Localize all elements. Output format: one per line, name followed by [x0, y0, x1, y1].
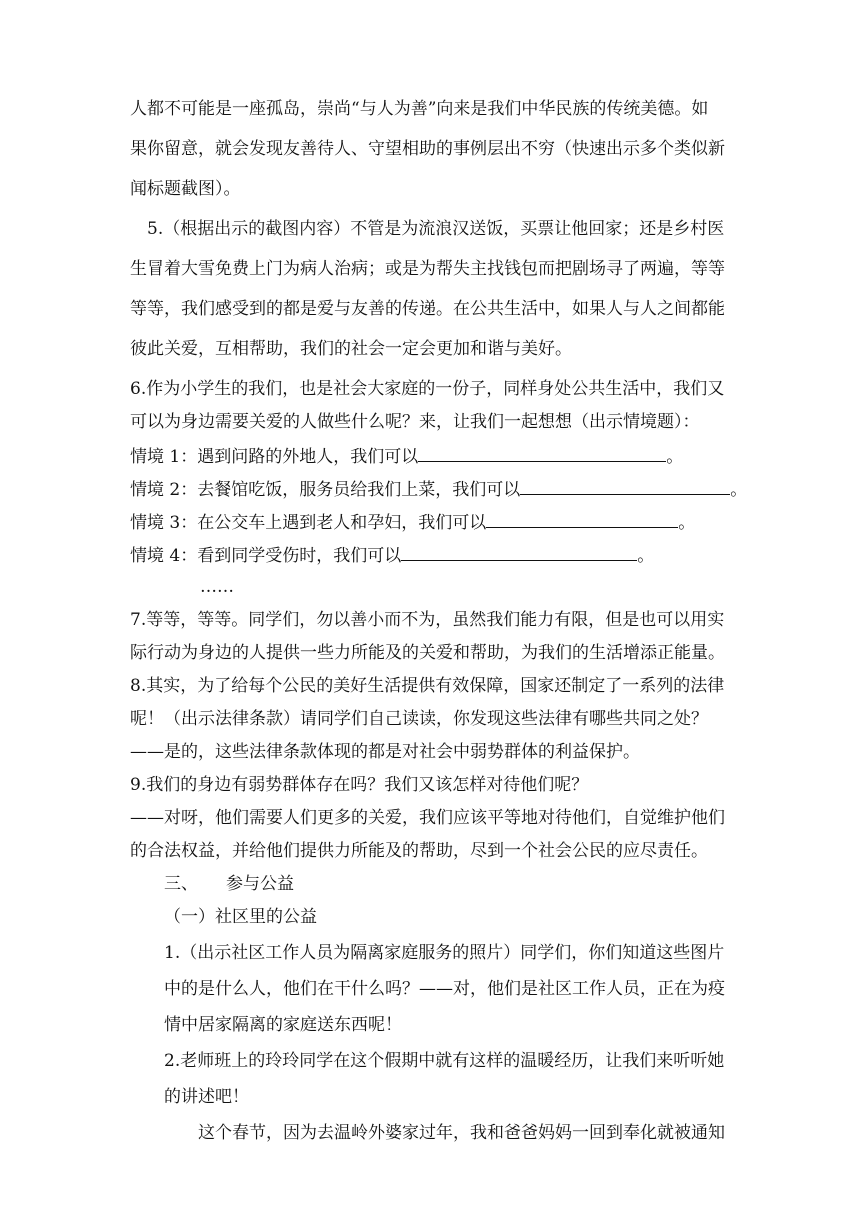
text-line: 6.作为小学生的我们，也是社会大家庭的一份子，同样身处公共生活中，我们又 — [130, 379, 725, 399]
text-line: 人都不可能是一座孤岛，崇尚“与人为善”向来是我们中华民族的传统美德。如 — [130, 99, 709, 119]
text-line: ——对呀，他们需要人们更多的关爱，我们应该平等地对待他们，自觉维护他们 — [130, 808, 725, 828]
story-text: 这个春节，因为去温岭外婆家过年，我和爸爸妈妈一回到奉化就被通知 — [198, 1123, 725, 1143]
text-line: 5.（根据出示的截图内容）不管是为流浪汉送饭，买票让他回家；还是乡村医 — [147, 219, 725, 239]
scenario-label: 情境 2：去餐馆吃饭，服务员给我们上菜，我们可以 — [130, 480, 521, 500]
scenario-1 — [130, 443, 683, 469]
text-line: 呢！（出示法律条款）请同学们自己读读，你发现这些法律有哪些共同之处？ — [130, 709, 708, 729]
text-line: 9.我们的身边有弱势群体存在吗？我们又该怎样对待他们呢？ — [130, 775, 589, 795]
answer-blank — [418, 443, 666, 462]
scenario-end: 。 — [730, 480, 748, 500]
text-line: 情中居家隔离的家庭送东西呢！ — [164, 1015, 402, 1035]
text-line: 果你留意，就会发现友善待人、守望相助的事例层出不穷（快速出示多个类似新 — [130, 139, 725, 159]
subsection-title: （一）社区里的公益 — [164, 907, 317, 927]
ellipsis: …… — [200, 577, 234, 597]
text-line: ——是的，这些法律条款体现的都是对社会中弱势群体的利益保护。 — [130, 742, 640, 762]
scenario-2 — [130, 476, 747, 502]
text-line: 中的是什么人，他们在干什么吗？——对，他们是社区工作人员，正在为疫 — [164, 979, 725, 999]
scenario-label: 情境 1：遇到问路的外地人，我们可以 — [130, 447, 419, 467]
text-line: 8.其实，为了给每个公民的美好生活提供有效保障，国家还制定了一系列的法律 — [130, 676, 725, 696]
scenario-label: 情境 3：在公交车上遇到老人和孕妇，我们可以 — [130, 513, 487, 533]
text-line: 7.等等，等等。同学们，勿以善小而不为，虽然我们能力有限，但是也可以用实 — [130, 610, 725, 630]
answer-blank — [401, 542, 637, 561]
text-line: 际行动为身边的人提供一些力所能及的关爱和帮助，为我们的生活增添正能量。 — [130, 643, 725, 663]
scenario-end: 。 — [637, 546, 655, 566]
text-line: 彼此关爱，互相帮助，我们的社会一定会更加和谐与美好。 — [130, 339, 572, 359]
text-line: 闻标题截图）。 — [130, 179, 241, 199]
answer-blank — [520, 476, 730, 495]
section-title: 参与公益 — [226, 874, 294, 894]
text-line: 1.（出示社区工作人员为隔离家庭服务的照片）同学们，你们知道这些图片 — [164, 943, 725, 963]
text-line: 的合法权益，并给他们提供力所能及的帮助，尽到一个社会公民的应尽责任。 — [130, 841, 708, 861]
scenario-4 — [130, 542, 654, 568]
text-line: 生冒着大雪免费上门为病人治病；或是为帮失主找钱包而把剧场寻了两遍，等等 — [130, 259, 725, 279]
text-line: 2.老师班上的玲玲同学在这个假期中就有这样的温暖经历，让我们来听听她 — [164, 1051, 725, 1071]
scenario-label: 情境 4：看到同学受伤时，我们可以 — [130, 546, 402, 566]
scenario-3 — [130, 509, 695, 535]
scenario-end: 。 — [666, 447, 684, 467]
section-number: 三、 — [164, 874, 198, 894]
answer-blank — [486, 509, 678, 528]
scenario-end: 。 — [678, 513, 696, 533]
text-line: 的讲述吧！ — [164, 1087, 249, 1107]
text-line: 可以为身边需要关爱的人做些什么呢？来，让我们一起想想（出示情境题）： — [130, 412, 700, 432]
text-line: 等等，我们感受到的都是爱与友善的传递。在公共生活中，如果人与人之间都能 — [130, 299, 725, 319]
